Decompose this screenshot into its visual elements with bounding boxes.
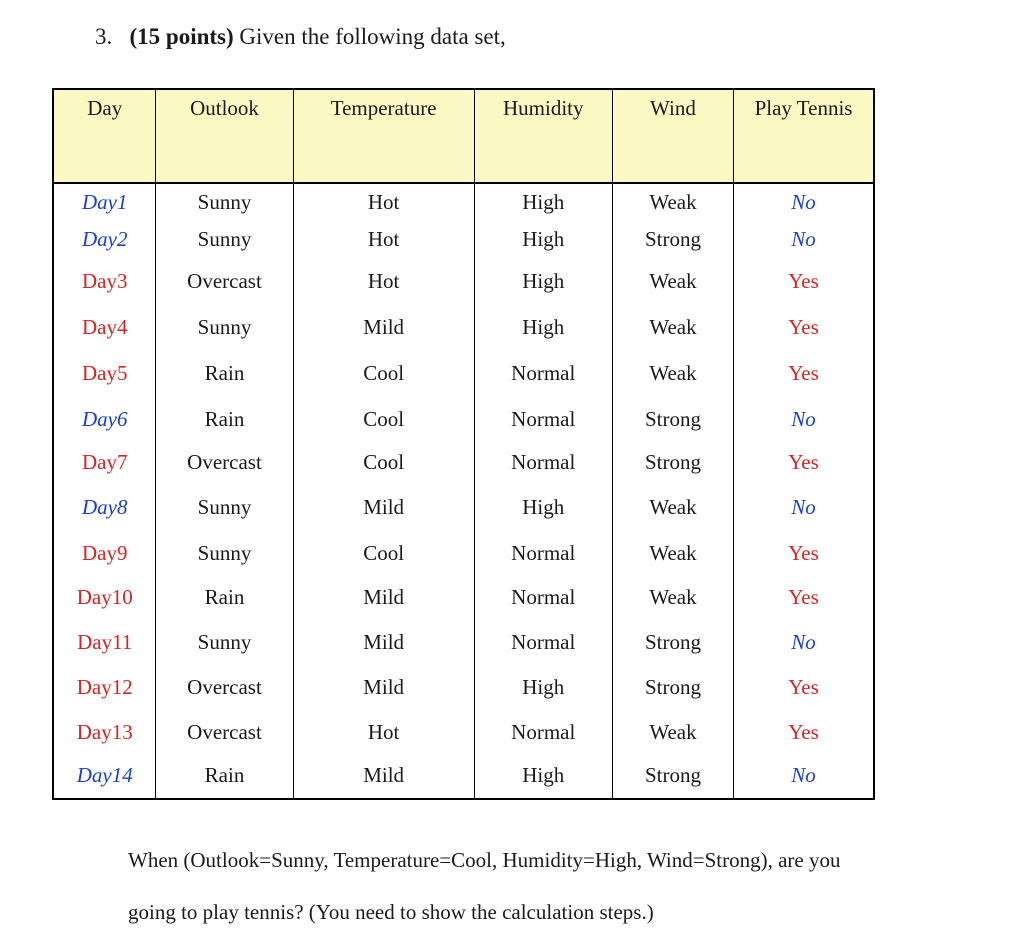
table-row: [53, 621, 874, 664]
cell-wind: Weak: [612, 183, 733, 220]
table-row: [53, 574, 874, 621]
cell-day: Day1: [53, 183, 156, 220]
cell-temperature: Cool: [293, 532, 474, 574]
cell-play-tennis: Yes: [734, 304, 874, 351]
table-row: [53, 532, 874, 574]
cell-wind: Weak: [612, 574, 733, 621]
cell-humidity: High: [474, 483, 612, 532]
cell-outlook: Sunny: [156, 621, 293, 664]
cell-day: Day3: [53, 259, 156, 304]
header-humidity: Humidity: [474, 89, 612, 183]
question-number: 3.: [95, 24, 113, 49]
cell-outlook: Sunny: [156, 304, 293, 351]
cell-temperature: Mild: [293, 483, 474, 532]
cell-day: Day11: [53, 621, 156, 664]
cell-temperature: Cool: [293, 396, 474, 442]
table-row: [53, 259, 874, 304]
table-row: [53, 183, 874, 220]
cell-outlook: Overcast: [156, 442, 293, 483]
cell-play-tennis: Yes: [734, 664, 874, 711]
cell-temperature: Hot: [293, 183, 474, 220]
table-row: [53, 396, 874, 442]
cell-day: Day13: [53, 711, 156, 753]
cell-temperature: Cool: [293, 351, 474, 396]
cell-temperature: Cool: [293, 442, 474, 483]
cell-humidity: High: [474, 664, 612, 711]
header-temperature: Temperature: [293, 89, 474, 183]
cell-humidity: Normal: [474, 532, 612, 574]
table-row: [53, 304, 874, 351]
cell-humidity: Normal: [474, 396, 612, 442]
cell-wind: Weak: [612, 532, 733, 574]
cell-humidity: High: [474, 220, 612, 259]
cell-outlook: Sunny: [156, 183, 293, 220]
cell-outlook: Sunny: [156, 483, 293, 532]
cell-play-tennis: No: [734, 483, 874, 532]
cell-outlook: Overcast: [156, 664, 293, 711]
cell-day: Day9: [53, 532, 156, 574]
cell-humidity: Normal: [474, 442, 612, 483]
cell-humidity: Normal: [474, 711, 612, 753]
header-play-tennis: Play Tennis: [734, 89, 874, 183]
cell-outlook: Rain: [156, 396, 293, 442]
cell-wind: Weak: [612, 483, 733, 532]
cell-humidity: High: [474, 304, 612, 351]
table-header-row: [53, 89, 874, 183]
cell-play-tennis: No: [734, 396, 874, 442]
cell-day: Day6: [53, 396, 156, 442]
cell-wind: Weak: [612, 351, 733, 396]
cell-temperature: Mild: [293, 574, 474, 621]
cell-day: Day5: [53, 351, 156, 396]
header-outlook: Outlook: [156, 89, 293, 183]
data-table: [52, 88, 875, 800]
cell-temperature: Mild: [293, 304, 474, 351]
query-line-1: When (Outlook=Sunny, Temperature=Cool, Humidity=High, Wind=Strong), are you: [128, 848, 841, 872]
cell-temperature: Mild: [293, 621, 474, 664]
cell-day: Day12: [53, 664, 156, 711]
cell-play-tennis: No: [734, 753, 874, 799]
cell-outlook: Overcast: [156, 711, 293, 753]
header-wind: Wind: [612, 89, 733, 183]
cell-play-tennis: No: [734, 183, 874, 220]
cell-humidity: High: [474, 183, 612, 220]
cell-day: Day10: [53, 574, 156, 621]
cell-temperature: Mild: [293, 753, 474, 799]
cell-humidity: Normal: [474, 621, 612, 664]
cell-play-tennis: Yes: [734, 711, 874, 753]
header-day: Day: [53, 89, 156, 183]
table-row: [53, 220, 874, 259]
cell-play-tennis: Yes: [734, 351, 874, 396]
cell-temperature: Hot: [293, 711, 474, 753]
cell-wind: Strong: [612, 442, 733, 483]
cell-play-tennis: Yes: [734, 259, 874, 304]
query-line-2: going to play tennis? (You need to show the calculation steps.): [128, 900, 654, 924]
cell-wind: Strong: [612, 664, 733, 711]
question-points: (15 points): [129, 24, 234, 49]
cell-wind: Strong: [612, 220, 733, 259]
cell-outlook: Rain: [156, 753, 293, 799]
question-title: [95, 24, 506, 50]
cell-temperature: Hot: [293, 259, 474, 304]
cell-day: Day8: [53, 483, 156, 532]
cell-day: Day2: [53, 220, 156, 259]
cell-wind: Strong: [612, 621, 733, 664]
question-text: Given the following data set,: [239, 24, 506, 49]
table-row: [53, 753, 874, 799]
cell-outlook: Sunny: [156, 220, 293, 259]
cell-humidity: Normal: [474, 574, 612, 621]
cell-wind: Weak: [612, 304, 733, 351]
cell-outlook: Rain: [156, 351, 293, 396]
cell-play-tennis: No: [734, 220, 874, 259]
table-row: [53, 351, 874, 396]
cell-humidity: High: [474, 753, 612, 799]
cell-day: Day7: [53, 442, 156, 483]
table-row: [53, 442, 874, 483]
cell-humidity: Normal: [474, 351, 612, 396]
cell-day: Day14: [53, 753, 156, 799]
table-row: [53, 483, 874, 532]
cell-play-tennis: Yes: [734, 574, 874, 621]
cell-play-tennis: Yes: [734, 442, 874, 483]
cell-wind: Weak: [612, 259, 733, 304]
cell-temperature: Mild: [293, 664, 474, 711]
cell-wind: Weak: [612, 711, 733, 753]
cell-day: Day4: [53, 304, 156, 351]
cell-outlook: Rain: [156, 574, 293, 621]
table-row: [53, 711, 874, 753]
cell-outlook: Overcast: [156, 259, 293, 304]
cell-wind: Strong: [612, 753, 733, 799]
cell-temperature: Hot: [293, 220, 474, 259]
cell-humidity: High: [474, 259, 612, 304]
cell-outlook: Sunny: [156, 532, 293, 574]
cell-play-tennis: Yes: [734, 532, 874, 574]
table-row: [53, 664, 874, 711]
cell-play-tennis: No: [734, 621, 874, 664]
cell-wind: Strong: [612, 396, 733, 442]
